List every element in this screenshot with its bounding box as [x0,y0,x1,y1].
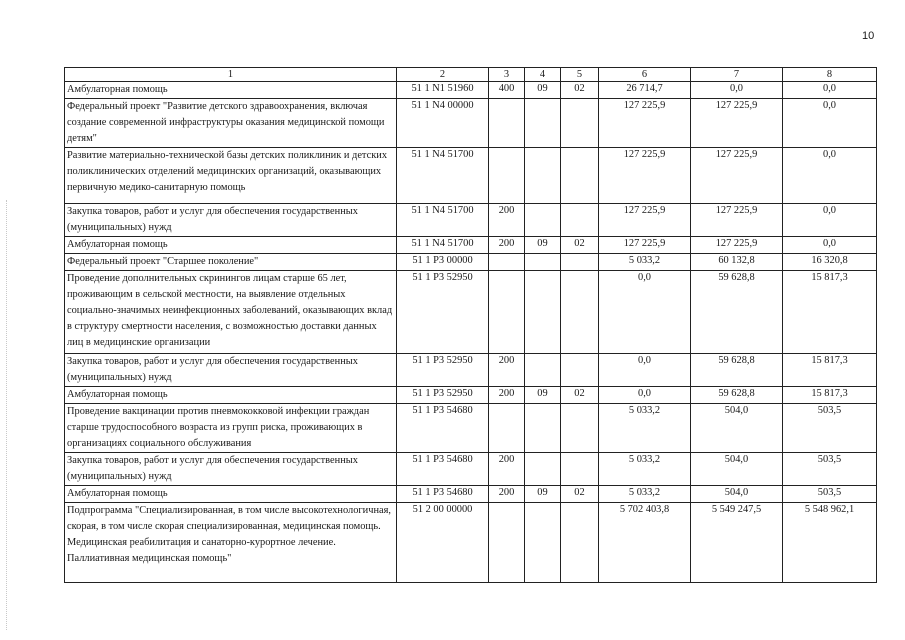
row-amount-col6: 0,0 [599,271,691,354]
header-col-1: 1 [65,68,397,82]
row-name: Развитие материально-технической базы детских поликлиник и детских поликлинических отделений медицинских организаций, оказывающих первичную медико-санитарную помощь [65,148,397,204]
header-col-7: 7 [691,68,783,82]
row-amount-col8: 0,0 [783,148,877,204]
row-subsection [561,99,599,148]
row-amount-col8: 0,0 [783,204,877,237]
header-col-2: 2 [397,68,489,82]
row-section: 09 [525,387,561,404]
table-row [65,486,877,503]
row-amount-col7: 504,0 [691,486,783,503]
row-expense-type [489,254,525,271]
header-col-3: 3 [489,68,525,82]
row-expense-type [489,404,525,453]
margin-dotted-line [6,200,7,630]
row-name: Амбулаторная помощь [65,237,397,254]
table-row [65,254,877,271]
row-subsection [561,254,599,271]
row-subsection: 02 [561,387,599,404]
row-amount-col8: 0,0 [783,237,877,254]
row-amount-col7: 127 225,9 [691,99,783,148]
table-row [65,354,877,387]
row-amount-col6: 127 225,9 [599,148,691,204]
row-amount-col6: 5 033,2 [599,453,691,486]
row-code: 51 1 N4 51700 [397,204,489,237]
row-section: 09 [525,237,561,254]
row-amount-col7: 127 225,9 [691,237,783,254]
row-subsection: 02 [561,486,599,503]
row-subsection [561,354,599,387]
row-amount-col6: 5 702 403,8 [599,503,691,583]
row-name: Подпрограмма "Специализированная, в том числе высокотехнологичная, скорая, в том числе скорая специализированная, медицинская помощь. Медицинская реабилитация и санаторно-курортное лечение. Паллиативная медицинская помощь" [65,503,397,583]
row-name: Проведение дополнительных скринингов лицам старше 65 лет, проживающим в сельской местности, на выявление отдельных социально-значимых неинфекционных заболеваний, оказывающих вклад в структуру смертности населения, с возможностью доставки данных лиц в медицинские организации [65,271,397,354]
row-amount-col7: 60 132,8 [691,254,783,271]
row-amount-col6: 127 225,9 [599,99,691,148]
row-name: Закупка товаров, работ и услуг для обеспечения государственных (муниципальных) нужд [65,204,397,237]
row-subsection: 02 [561,237,599,254]
row-amount-col6: 5 033,2 [599,486,691,503]
row-amount-col8: 15 817,3 [783,271,877,354]
row-section [525,254,561,271]
row-code: 51 1 N4 51700 [397,148,489,204]
budget-table [64,67,877,583]
row-name: Проведение вакцинации против пневмококковой инфекции граждан старше трудоспособного возраста из групп риска, проживающих в организациях социального обслуживания [65,404,397,453]
row-expense-type: 200 [489,453,525,486]
row-code: 51 1 P3 00000 [397,254,489,271]
row-name: Закупка товаров, работ и услуг для обеспечения государственных (муниципальных) нужд [65,354,397,387]
row-amount-col6: 0,0 [599,354,691,387]
row-subsection [561,503,599,583]
row-section [525,503,561,583]
row-amount-col7: 59 628,8 [691,354,783,387]
table-row [65,82,877,99]
row-expense-type: 400 [489,82,525,99]
row-amount-col7: 127 225,9 [691,204,783,237]
row-expense-type [489,503,525,583]
row-name: Федеральный проект "Развитие детского здравоохранения, включая создание современной инфраструктуры оказания медицинской помощи детям" [65,99,397,148]
table-row [65,271,877,354]
table-row [65,148,877,204]
row-expense-type [489,271,525,354]
row-section [525,204,561,237]
row-amount-col6: 0,0 [599,387,691,404]
row-amount-col7: 127 225,9 [691,148,783,204]
row-subsection: 02 [561,82,599,99]
row-amount-col6: 127 225,9 [599,204,691,237]
row-section: 09 [525,486,561,503]
row-code: 51 1 P3 52950 [397,271,489,354]
row-amount-col7: 59 628,8 [691,271,783,354]
row-amount-col8: 503,5 [783,453,877,486]
row-name: Амбулаторная помощь [65,82,397,99]
row-code: 51 2 00 00000 [397,503,489,583]
table-row [65,404,877,453]
row-name: Федеральный проект "Старшее поколение" [65,254,397,271]
row-code: 51 1 P3 52950 [397,387,489,404]
table-row [65,387,877,404]
table-row [65,204,877,237]
table-body [65,68,877,583]
row-amount-col8: 503,5 [783,404,877,453]
row-amount-col7: 504,0 [691,453,783,486]
row-amount-col6: 5 033,2 [599,254,691,271]
row-section [525,148,561,204]
row-expense-type: 200 [489,387,525,404]
row-name: Амбулаторная помощь [65,486,397,503]
row-amount-col6: 5 033,2 [599,404,691,453]
header-col-8: 8 [783,68,877,82]
header-col-4: 4 [525,68,561,82]
row-amount-col8: 15 817,3 [783,354,877,387]
row-expense-type [489,148,525,204]
row-subsection [561,453,599,486]
row-section [525,354,561,387]
row-subsection [561,204,599,237]
row-name: Закупка товаров, работ и услуг для обеспечения государственных (муниципальных) нужд [65,453,397,486]
row-expense-type: 200 [489,486,525,503]
row-amount-col8: 0,0 [783,82,877,99]
row-section [525,404,561,453]
row-code: 51 1 N4 51700 [397,237,489,254]
row-amount-col8: 0,0 [783,99,877,148]
header-col-6: 6 [599,68,691,82]
row-section [525,453,561,486]
row-code: 51 1 P3 54680 [397,486,489,503]
row-code: 51 1 P3 54680 [397,453,489,486]
row-amount-col7: 504,0 [691,404,783,453]
row-amount-col8: 16 320,8 [783,254,877,271]
row-section: 09 [525,82,561,99]
table-row [65,99,877,148]
row-code: 51 1 P3 54680 [397,404,489,453]
row-amount-col7: 59 628,8 [691,387,783,404]
row-amount-col8: 503,5 [783,486,877,503]
row-amount-col7: 0,0 [691,82,783,99]
row-expense-type: 200 [489,354,525,387]
table-row [65,453,877,486]
row-section [525,99,561,148]
row-subsection [561,148,599,204]
row-expense-type: 200 [489,237,525,254]
row-code: 51 1 N4 00000 [397,99,489,148]
header-col-5: 5 [561,68,599,82]
row-expense-type: 200 [489,204,525,237]
row-amount-col7: 5 549 247,5 [691,503,783,583]
row-name: Амбулаторная помощь [65,387,397,404]
row-amount-col8: 15 817,3 [783,387,877,404]
table-row [65,237,877,254]
header-row [65,68,877,82]
table-row [65,503,877,583]
row-code: 51 1 P3 52950 [397,354,489,387]
row-amount-col6: 127 225,9 [599,237,691,254]
row-section [525,271,561,354]
row-code: 51 1 N1 51960 [397,82,489,99]
row-subsection [561,271,599,354]
row-amount-col8: 5 548 962,1 [783,503,877,583]
page-number: 10 [862,30,875,42]
row-expense-type [489,99,525,148]
row-amount-col6: 26 714,7 [599,82,691,99]
row-subsection [561,404,599,453]
